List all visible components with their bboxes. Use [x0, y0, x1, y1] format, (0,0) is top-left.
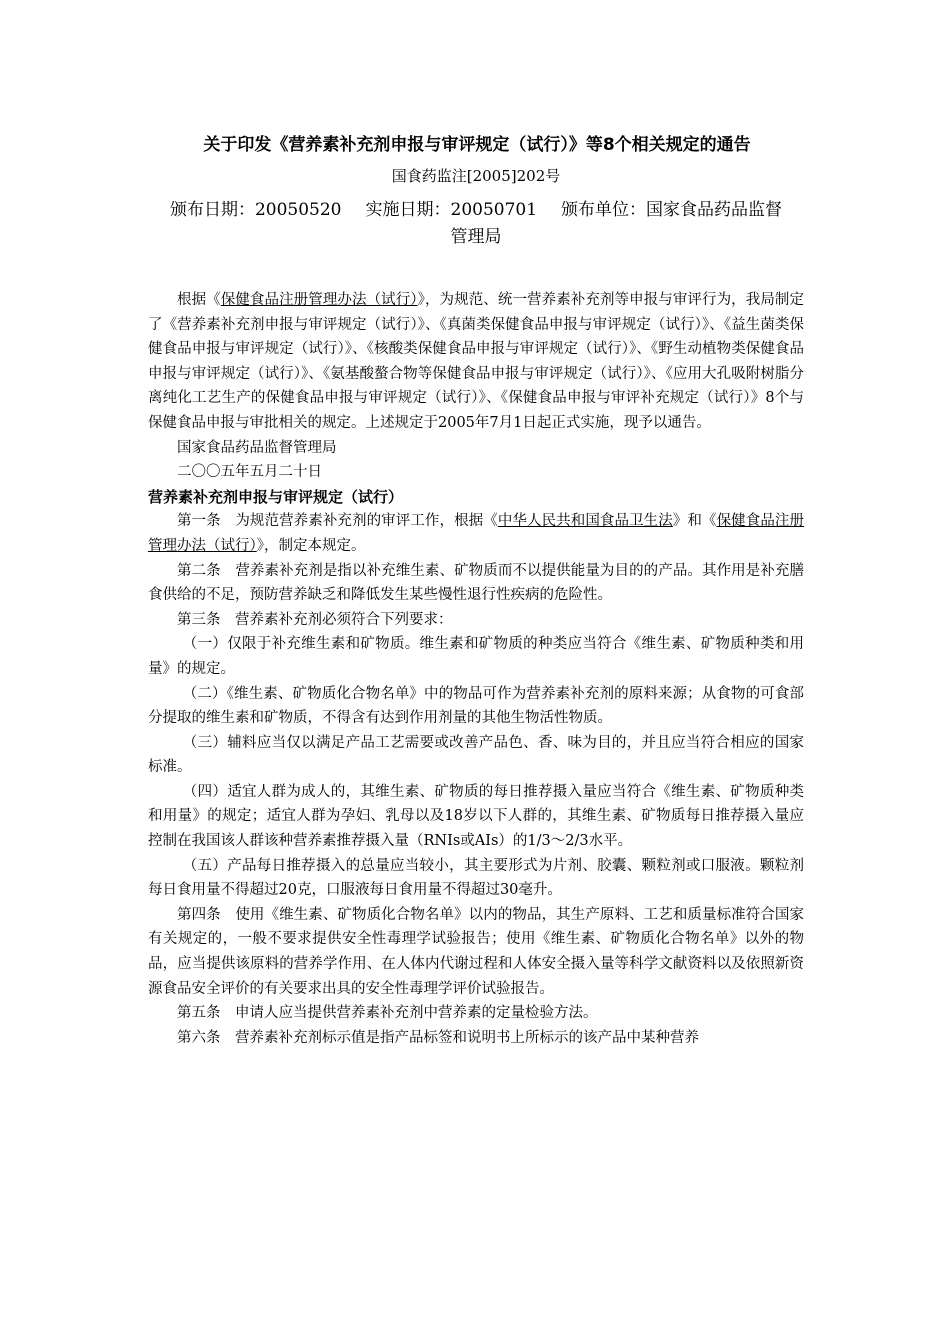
article-3-item-5: （五）产品每日推荐摄入的总量应当较小，其主要形式为片剂、胶囊、颗粒剂或口服液。颗粒剂每日食用量不得超过20克，口服液每日食用量不得超过30毫升。 — [148, 857, 804, 899]
article-4: 第四条 使用《维生素、矿物质化合物名单》以内的物品，其生产原料、工艺和质量标准符合国家有关规定的，一般不要求提供安全性毒理学试验报告；使用《维生素、矿物质化合物名单》以外的物品，应当提供该原料的营养学作用、在人体内代谢过程和人体安全摄入量等科学文献资料以及依照新资源食品安全评价的有关要求出具的安全性毒理学评价试验报告。 — [148, 906, 804, 997]
issuer-continued: 管理局 — [450, 227, 502, 247]
article-3-item-3: （三）辅料应当仅以满足产品工艺需要或改善产品色、香、味为目的，并且应当符合相应的国家标准。 — [148, 734, 804, 776]
text-run: 根据《 — [177, 292, 221, 308]
text-run: 》，制定本规定。 — [256, 537, 366, 554]
document-page — [148, 120, 804, 1050]
text-run: 》，为规范、统一营养素补充剂等申报与审评行为，我局制定了《营养素补充剂申报与审评规定（试行）》、《真菌类保健食品申报与审评规定（试行）》、《益生菌类保健食品申报与审评规定（试行）》、《核酸类保健食品申报与审评规定（试行）》、《野生动植物类保健食品申报与审评规定（试行）》、《氨基酸螯合物等保健食品申报与审评规定（试行）》、《应用大孔吸附树脂分离纯化工艺生产的保健食品申报与审评规定（试行）》、《保健食品申报与审评补充规定（试行）》8个与保健食品申报与审批相关的规定。上述规定于2005年7月1日起正式实施，现予以通告。 — [148, 292, 805, 431]
law-link[interactable]: 保健食品注册管理办法（试行） — [148, 513, 805, 554]
issuer: 颁布单位：国家食品药品监督 — [561, 200, 783, 220]
notice-signer: 国家食品药品监督管理局 — [177, 439, 337, 456]
article-3: 第三条 营养素补充剂必须符合下列要求： — [177, 611, 453, 628]
text-run: 》和《 — [672, 513, 717, 530]
article-3-item-2: （二）《维生素、矿物质化合物名单》中的物品可作为营养素补充剂的原料来源；从食物的可食部分提取的维生素和矿物质，不得含有达到作用剂量的其他生物活性物质。 — [148, 685, 804, 727]
document-number: 国食药监注[2005]202号 — [391, 167, 561, 185]
notice-date: 二〇〇五年五月二十日 — [177, 464, 322, 481]
publish-date: 颁布日期：20050520 — [169, 200, 342, 220]
document-meta — [148, 196, 804, 224]
document-body — [148, 288, 804, 1050]
law-link[interactable]: 保健食品注册管理办法（试行） — [220, 292, 418, 308]
article-3-item-4: （四）适宜人群为成人的，其维生素、矿物质的每日推荐摄入量应当符合《维生素、矿物质种类和用量》的规定；适宜人群为孕妇、乳母以及18岁以下人群的，其维生素、矿物质每日推荐摄入量应控制在我国该人群该种营养素推荐摄入量（RNIs或AIs）的1/3～2/3水平。 — [148, 783, 804, 850]
document-title: 关于印发《营养素补充剂申报与审评规定（试行）》等8个相关规定的通告 — [203, 135, 751, 155]
article-3-item-1: （一）仅限于补充维生素和矿物质。维生素和矿物质的种类应当符合《维生素、矿物质种类和用量》的规定。 — [148, 636, 804, 677]
article-1 — [148, 509, 804, 558]
text-run: 第一条 为规范营养素补充剂的审评工作，根据《 — [177, 513, 498, 530]
article-5: 第五条 申请人应当提供营养素补充剂中营养素的定量检验方法。 — [177, 1005, 598, 1022]
effective-date: 实施日期：20050701 — [365, 200, 538, 220]
regulation-title: 营养素补充剂申报与审评规定（试行） — [148, 487, 404, 506]
article-6: 第六条 营养素补充剂标示值是指产品标签和说明书上所标示的该产品中某种营养 — [177, 1029, 699, 1046]
notice-paragraph — [148, 288, 804, 436]
law-link[interactable]: 中华人民共和国食品卫生法 — [497, 513, 673, 530]
article-2: 第二条 营养素补充剂是指以补充维生素、矿物质而不以提供能量为目的的产品。其作用是补充膳食供给的不足，预防营养缺乏和降低发生某些慢性退行性疾病的危险性。 — [148, 562, 804, 604]
